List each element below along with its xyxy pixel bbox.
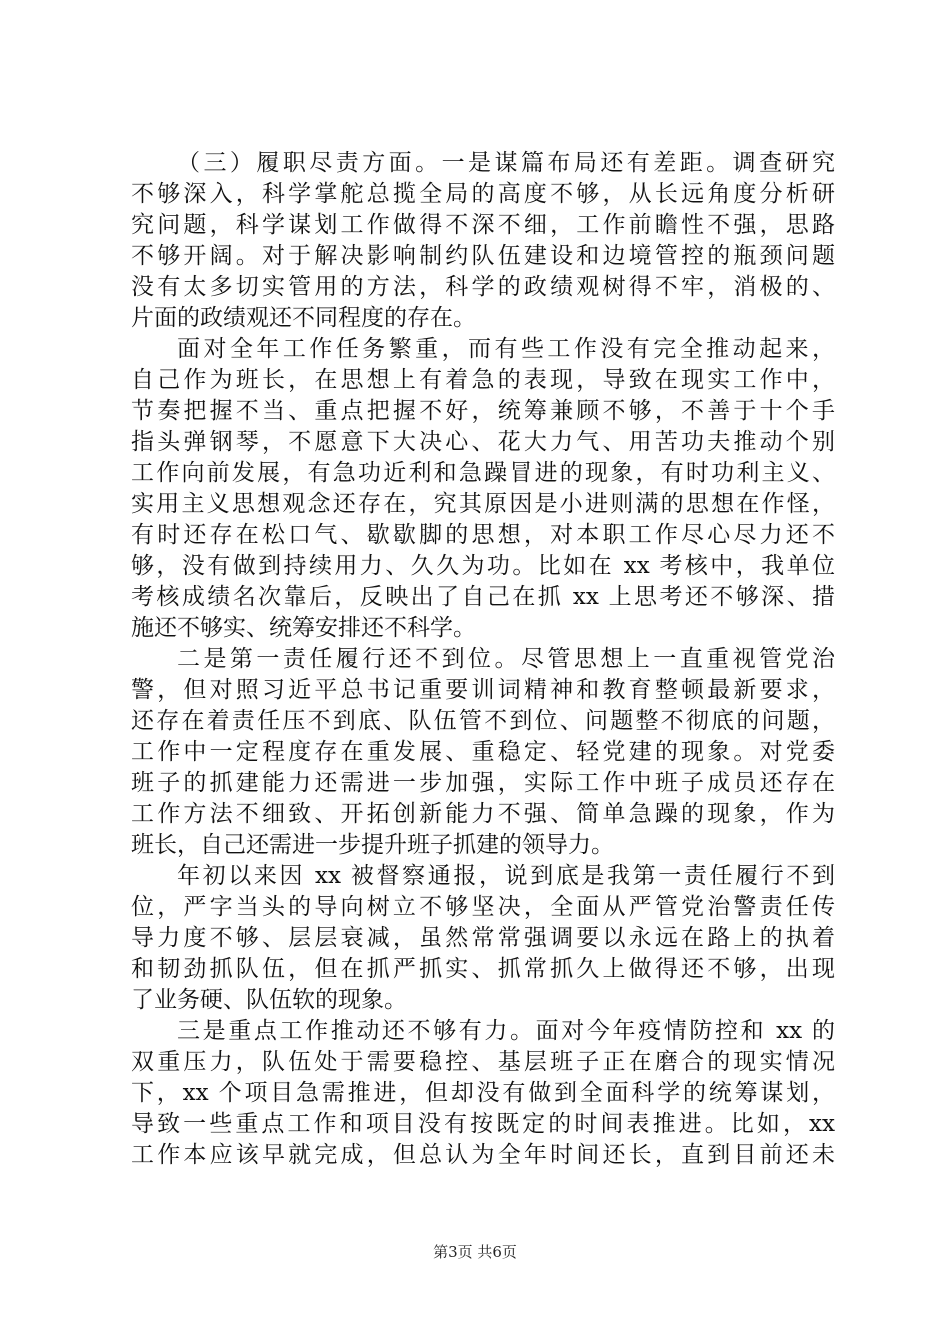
text-line: 自己作为班长，在思想上有着急的表现，导致在现实工作中， [131,367,835,393]
text-line: 了业务硬、队伍软的现象。 [131,987,407,1013]
text-line: 三是重点工作推动还不够有力。面对今年疫情防控和 xx 的 [177,1018,835,1044]
text-line: 工作向前发展，有急功近利和急躁冒进的现象，有时功利主义、 [131,460,835,486]
text-line: 年初以来因 xx 被督察通报，说到底是我第一责任履行不到 [177,863,835,889]
text-line: 片面的政绩观还不同程度的存在。 [131,305,476,331]
text-line: 不够开阔。对于解决影响制约队伍建设和边境管控的瓶颈问题 [131,243,835,269]
text-line: 位，严字当头的导向树立不够坚决，全面从严管党治警责任传 [131,894,835,920]
text-line: 还存在着责任压不到底、队伍管不到位、问题整不彻底的问题， [131,708,835,734]
document-body [131,148,835,1171]
text-line: 导致一些重点工作和项目没有按既定的时间表推进。比如，xx [131,1111,835,1137]
text-line: 工作方法不细致、开拓创新能力不强、简单急躁的现象，作为 [131,801,835,827]
text-line: 警，但对照习近平总书记重要训词精神和教育整顿最新要求， [131,677,835,703]
text-line: 指头弹钢琴，不愿意下大决心、花大力气、用苦功夫推动个别 [131,429,835,455]
text-line: 班长，自己还需进一步提升班子抓建的领导力。 [131,832,614,858]
text-line: 导力度不够、层层衰减，虽然常常强调要以永远在路上的执着 [131,925,835,951]
text-line: 双重压力，队伍处于需要稳控、基层班子正在磨合的现实情况 [131,1049,835,1075]
text-line: 面对全年工作任务繁重，而有些工作没有完全推动起来， [177,336,835,362]
text-line: 节奏把握不当、重点把握不好，统筹兼顾不够，不善于十个手 [131,398,835,424]
text-line: 二是第一责任履行还不到位。尽管思想上一直重视管党治 [177,646,835,672]
text-line: 班子的抓建能力还需进一步加强，实际工作中班子成员还存在 [131,770,835,796]
page-footer [0,1242,950,1262]
text-line: 下，xx 个项目急需推进，但却没有做到全面科学的统筹谋划， [131,1080,835,1106]
text-line: 和韧劲抓队伍，但在抓严抓实、抓常抓久上做得还不够，出现 [131,956,835,982]
text-line: （三）履职尽责方面。一是谋篇布局还有差距。调查研究 [177,150,835,176]
text-line: 实用主义思想观念还存在，究其原因是小进则满的思想在作怪， [131,491,835,517]
text-line: 够，没有做到持续用力、久久为功。比如在 xx 考核中，我单位 [131,553,835,579]
text-line: 施还不够实、统筹安排还不科学。 [131,615,476,641]
text-line: 没有太多切实管用的方法，科学的政绩观树得不牢，消极的、 [131,274,835,300]
text-line: 工作本应该早就完成，但总认为全年时间还长，直到目前还未 [131,1142,835,1168]
text-line: 不够深入，科学掌舵总揽全局的高度不够，从长远角度分析研 [131,181,835,207]
text-line: 工作中一定程度存在重发展、重稳定、轻党建的现象。对党委 [131,739,835,765]
text-line: 有时还存在松口气、歇歇脚的思想，对本职工作尽心尽力还不 [131,522,835,548]
text-line: 考核成绩名次靠后，反映出了自己在抓 xx 上思考还不够深、措 [131,584,835,610]
page-number-label: 第3页 共6页 [433,1243,517,1261]
text-line: 究问题，科学谋划工作做得不深不细，工作前瞻性不强，思路 [131,212,835,238]
